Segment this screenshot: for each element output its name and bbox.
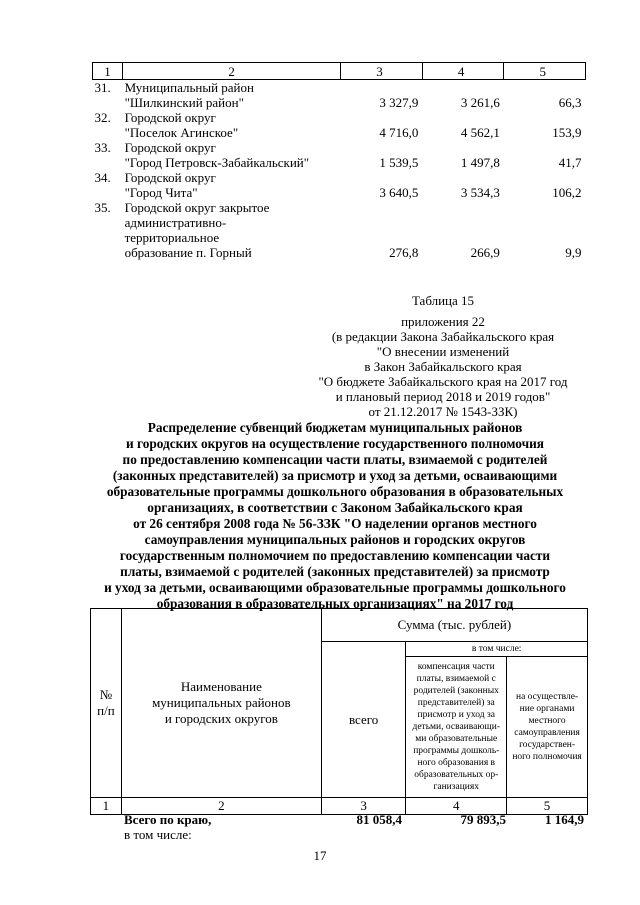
- row-admin: 9,9: [565, 245, 582, 260]
- row-admin: 153,9: [552, 125, 582, 140]
- row-compensation: 266,9: [470, 245, 500, 260]
- appendix-header: [300, 293, 586, 419]
- table-row: [93, 200, 586, 260]
- header-cell: 3: [341, 63, 423, 80]
- header-cell: 4: [422, 63, 504, 80]
- row-total: 1 539,5: [379, 155, 419, 170]
- row-total: 3 640,5: [379, 185, 419, 200]
- appendix-line: (в редакции Закона Забайкальского края: [331, 329, 555, 344]
- totals-total: 81 058,4: [356, 812, 402, 827]
- row-compensation: 3 534,3: [460, 185, 500, 200]
- page-number: 17: [313, 848, 327, 863]
- col-total-header: всего: [321, 642, 406, 798]
- appendix-line: в Закон Забайкальского края: [364, 359, 522, 374]
- row-compensation: 4 562,1: [460, 125, 500, 140]
- totals-compensation: 79 893,5: [460, 812, 506, 827]
- row-name: Городской округ закрытое административно- территориальное образование п. Горный: [124, 200, 270, 260]
- document-title: Распределение субвенций бюджетам муниципальных районов и городских округов на осуществление государственного полномочия по предоставлению компенсации части платы, взимаемой с родителей (законных представителей) за присмотр и уход за детьми, осваивающими образовательные программы дошкольного образования в образовательных организациях, в соответствии с Законом Забайкальского края от 26 сентября 2008 года № 56-ЗЗК "О наделении органов местного самоуправления муниципальных районов и городских округов государственным полномочием по предоставлению компенсации части платы, взимаемой с родителей (законных представителей) за присмотр и уход за детьми, осваивающими образовательные программы дошкольного образования в образовательных организациях" на 2017 год: [104, 420, 566, 611]
- col-name-header: Наименование муниципальных районов и городских округов: [121, 609, 321, 798]
- row-admin: 106,2: [552, 185, 582, 200]
- row-admin: 66,3: [558, 95, 582, 110]
- totals-label: Всего по краю,: [124, 812, 212, 827]
- table-row: [93, 110, 586, 140]
- appendix-line: приложения 22: [401, 314, 485, 329]
- row-number: 35.: [94, 200, 111, 215]
- row-number: 34.: [94, 170, 111, 185]
- row-number: 32.: [94, 110, 111, 125]
- row-compensation: 3 261,6: [460, 95, 500, 110]
- column-number-row: 1 2 3 4 5: [91, 798, 588, 815]
- row-compensation: 1 497,8: [460, 155, 500, 170]
- row-name: Городской округ "Поселок Агинское": [124, 110, 239, 140]
- col-number-header: № п/п: [91, 609, 122, 798]
- including-header: в том числе:: [406, 642, 588, 657]
- row-name: Городской округ "Город Петровск-Забайкальский": [124, 140, 310, 170]
- table-row: [93, 80, 586, 111]
- table-label: Таблица 15: [411, 293, 475, 308]
- table-row: [93, 170, 586, 200]
- table-header-row: [93, 63, 586, 80]
- totals-sublabel: в том числе:: [124, 827, 192, 842]
- row-total: 3 327,9: [379, 95, 419, 110]
- totals-admin: 1 164,9: [545, 812, 584, 827]
- table-row: [93, 140, 586, 170]
- header-cell: 1: [93, 63, 123, 80]
- appendix-line: "О бюджете Забайкальского края на 2017 год: [318, 374, 568, 389]
- header-cell: 5: [504, 63, 586, 80]
- row-total: 4 716,0: [379, 125, 419, 140]
- sum-header: Сумма (тыс. рублей): [321, 609, 587, 642]
- row-number: 31.: [94, 80, 111, 95]
- row-admin: 41,7: [558, 155, 582, 170]
- appendix-line: и плановый период 2018 и 2019 годов": [335, 389, 551, 404]
- distribution-table: [90, 608, 588, 815]
- appendix-line: от 21.12.2017 № 1543-ЗЗК): [368, 404, 518, 419]
- appendix-line: "О внесении изменений: [376, 344, 510, 359]
- continuation-table: [92, 62, 586, 260]
- header-cell: 2: [123, 63, 341, 80]
- row-name: Муниципальный район "Шилкинский район": [124, 80, 254, 110]
- row-name: Городской округ "Город Чита": [124, 170, 216, 200]
- col-admin-header: на осуществле- ние органами местного самоуправления государствен- ного полномочия: [507, 657, 588, 798]
- row-number: 33.: [94, 140, 111, 155]
- col-compensation-header: компенсация части платы, взимаемой с родителей (законных представителей) за присмотр и уход за детьми, осваивающи- ми образовательные программы дошколь- ного образования в образовательных ор- ганизациях: [406, 657, 507, 798]
- row-total: 276,8: [389, 245, 419, 260]
